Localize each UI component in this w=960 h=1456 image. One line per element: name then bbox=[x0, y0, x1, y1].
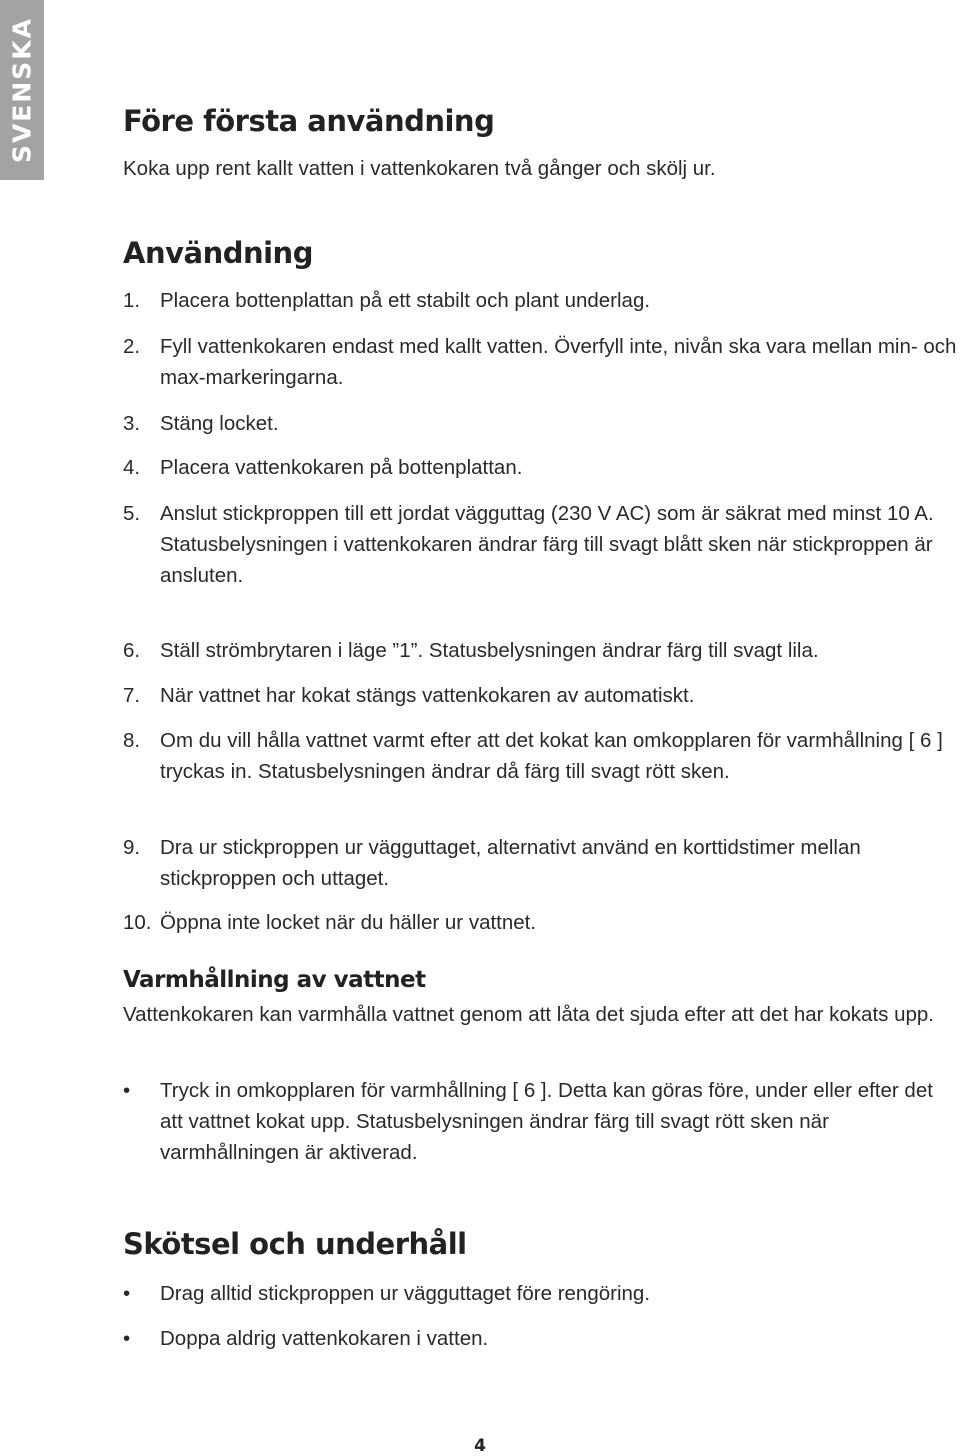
step-number: 3. bbox=[123, 412, 141, 435]
bullet-text: Tryck in omkopplaren för varmhållning [ 6 ]. Detta kan göras före, under eller efter det att vattnet kokat upp. Statusbelysningen ändrar färg till svagt rött sken när varmhållningen är aktiverad. bbox=[160, 1079, 933, 1164]
bullet-text: Doppa aldrig vattenkokaren i vatten. bbox=[160, 1327, 489, 1350]
bullet-text: Drag alltid stickproppen ur vägguttaget före rengöring. bbox=[160, 1282, 651, 1305]
step-number: 8. bbox=[123, 729, 141, 752]
step-note: Statusbelysningen i vattenkokaren ändrar färg till svagt blått sken när stickproppen är ansluten. bbox=[160, 533, 933, 587]
heading-usage: Användning bbox=[123, 236, 313, 270]
step-number: 5. bbox=[123, 502, 141, 525]
list-item bbox=[123, 1278, 958, 1309]
step-number: 2. bbox=[123, 335, 141, 358]
step-text: Fyll vattenkokaren endast med kallt vatten. Överfyll inte, nivån ska vara mellan min- och max-markeringarna. bbox=[160, 335, 957, 389]
step-text: Placera bottenplattan på ett stabilt och plant underlag. bbox=[160, 289, 651, 312]
heading-first-use: Före första användning bbox=[123, 104, 495, 138]
step-text: Anslut stickproppen till ett jordat vägguttag (230 V AC) som är säkrat med minst 10 A. bbox=[160, 502, 934, 525]
language-tab bbox=[0, 0, 44, 180]
paragraph-keep-warm: Vattenkokaren kan varmhålla vattnet genom att låta det sjuda efter att det har kokats upp. bbox=[123, 1003, 934, 1026]
list-item bbox=[123, 285, 958, 316]
step-number: 9. bbox=[123, 836, 141, 859]
list-item bbox=[123, 498, 958, 591]
list-item bbox=[123, 408, 958, 439]
list-item bbox=[123, 452, 958, 483]
list-item bbox=[123, 1075, 958, 1168]
step-text: Öppna inte locket när du häller ur vattnet. bbox=[160, 911, 537, 934]
step-text: Ställ strömbrytaren i läge ”1”. Statusbelysningen ändrar färg till svagt lila. bbox=[160, 639, 819, 662]
list-item bbox=[123, 907, 958, 938]
step-number: 6. bbox=[123, 639, 141, 662]
step-number: 10. bbox=[123, 911, 152, 934]
heading-care: Skötsel och underhåll bbox=[123, 1227, 467, 1261]
step-text: Om du vill hålla vattnet varmt efter att det kokat kan omkopplaren för varmhållning [ 6 ] tryckas in. Statusbelysningen ändrar då färg till svagt rött sken. bbox=[160, 729, 943, 783]
bullet-mark: • bbox=[123, 1079, 131, 1102]
list-item bbox=[123, 680, 958, 711]
list-item bbox=[123, 635, 958, 666]
list-item bbox=[123, 1323, 958, 1354]
step-number: 4. bbox=[123, 456, 141, 479]
list-item bbox=[123, 331, 958, 393]
step-text: Dra ur stickproppen ur vägguttaget, alternativt använd en korttidstimer mellan stickproppen och uttaget. bbox=[160, 836, 861, 890]
language-tab-label: SVENSKA bbox=[7, 16, 37, 164]
step-text: Placera vattenkokaren på bottenplattan. bbox=[160, 456, 523, 479]
step-number: 7. bbox=[123, 684, 141, 707]
bullet-mark: • bbox=[123, 1327, 131, 1350]
step-text: När vattnet har kokat stängs vattenkokaren av automatiskt. bbox=[160, 684, 695, 707]
step-number: 1. bbox=[123, 289, 141, 312]
step-text: Stäng locket. bbox=[160, 412, 279, 435]
list-item bbox=[123, 725, 958, 787]
bullet-mark: • bbox=[123, 1282, 131, 1305]
heading-keep-warm: Varmhållning av vattnet bbox=[123, 967, 426, 993]
paragraph-first-use: Koka upp rent kallt vatten i vattenkokaren två gånger och skölj ur. bbox=[123, 157, 716, 180]
list-item bbox=[123, 832, 958, 894]
page-number: 4 bbox=[474, 1436, 486, 1456]
